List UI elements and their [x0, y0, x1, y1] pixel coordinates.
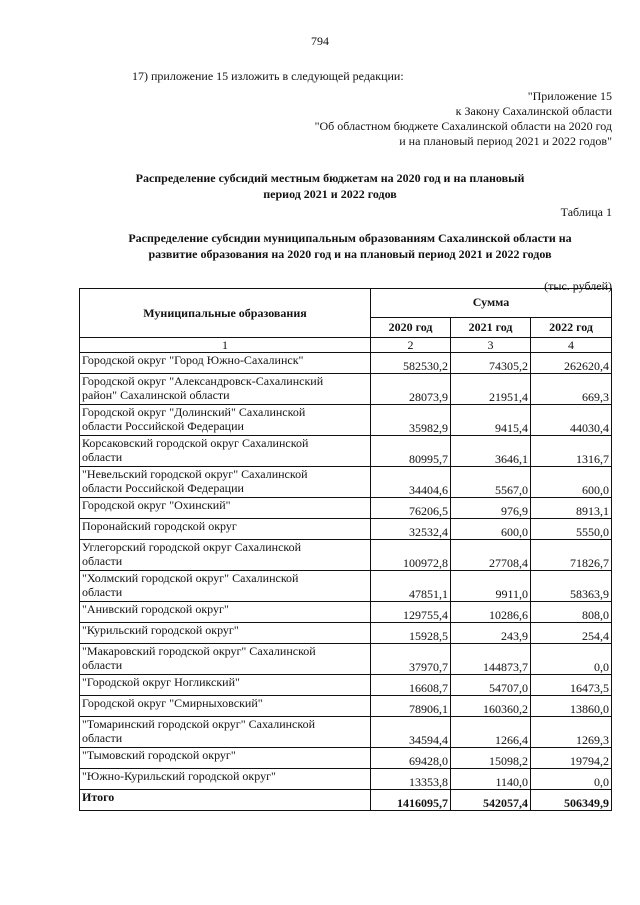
- amount-2020: 15928,5: [371, 623, 451, 644]
- amount-2022: 0,0: [531, 644, 612, 675]
- municipality-name: [80, 696, 371, 717]
- municipality-name-line: области Российской Федерации: [82, 481, 244, 495]
- municipality-name-line: области: [82, 658, 123, 672]
- table-row: [80, 519, 612, 540]
- municipality-name-line: области Российской Федерации: [82, 419, 244, 433]
- municipality-name: [80, 374, 371, 405]
- appendix-line: и на плановый период 2021 и 2022 годов": [399, 134, 612, 148]
- municipality-name-line: "Тымовский городской округ": [82, 748, 236, 762]
- table-row: [80, 623, 612, 644]
- municipality-name: [80, 405, 371, 436]
- municipality-name-line: области: [82, 585, 123, 599]
- amount-2021: 10286,6: [451, 602, 531, 623]
- municipality-name-line: Городской округ "Смирныховский": [82, 696, 263, 710]
- amount-2020: 78906,1: [371, 696, 451, 717]
- table-body: [80, 353, 612, 790]
- municipality-name: [80, 519, 371, 540]
- table-title: [80, 230, 620, 262]
- amount-2020: 16608,7: [371, 675, 451, 696]
- municipality-name-line: "Курильский городской округ": [82, 623, 239, 637]
- total-2021: 542057,4: [451, 790, 531, 811]
- municipality-name-line: Корсаковский городской округ Сахалинской: [82, 436, 309, 450]
- amount-2021: 976,9: [451, 498, 531, 519]
- column-index: 2: [371, 338, 451, 353]
- table-row: [80, 540, 612, 571]
- appendix-line: "Об областном бюджете Сахалинской области на 2020 год: [314, 119, 612, 133]
- municipality-name: [80, 436, 371, 467]
- municipality-name-line: области: [82, 450, 123, 464]
- amount-2020: 100972,8: [371, 540, 451, 571]
- amount-2021: 74305,2: [451, 353, 531, 374]
- header-year-2022: 2022 год: [531, 317, 612, 337]
- total-label: Итого: [80, 790, 371, 811]
- table-title-line: Распределение субсидии муниципальным образованиям Сахалинской области на: [128, 231, 572, 245]
- amount-2020: 80995,7: [371, 436, 451, 467]
- municipality-name-line: "Невельский городской округ" Сахалинской: [82, 467, 308, 481]
- main-title-line: Распределение субсидий местным бюджетам на 2020 год и на плановый: [135, 171, 525, 185]
- table-row: [80, 769, 612, 790]
- amount-2022: 19794,2: [531, 748, 612, 769]
- amount-2020: 69428,0: [371, 748, 451, 769]
- table-title-line: развитие образования на 2020 год и на плановый период 2021 и 2022 годов: [148, 247, 552, 261]
- amount-2022: 16473,5: [531, 675, 612, 696]
- amount-2022: 1316,7: [531, 436, 612, 467]
- total-row: [80, 790, 612, 811]
- table-row: [80, 644, 612, 675]
- municipality-name-line: "Томаринский городской округ" Сахалинской: [82, 717, 316, 731]
- amount-2020: 76206,5: [371, 498, 451, 519]
- main-title: [70, 170, 590, 202]
- amount-2022: 71826,7: [531, 540, 612, 571]
- table-row: [80, 675, 612, 696]
- appendix-line: к Закону Сахалинской области: [455, 104, 612, 118]
- amount-2022: 669,3: [531, 374, 612, 405]
- amount-2022: 600,0: [531, 467, 612, 498]
- header-sum: Сумма: [371, 289, 612, 318]
- column-index: 4: [531, 338, 612, 353]
- appendix-line: "Приложение 15: [527, 89, 612, 103]
- amount-2021: 27708,4: [451, 540, 531, 571]
- municipality-name-line: Городской округ "Охинский": [82, 498, 231, 512]
- amount-2021: 54707,0: [451, 675, 531, 696]
- amount-2020: 37970,7: [371, 644, 451, 675]
- table-row: [80, 374, 612, 405]
- amount-2021: 3646,1: [451, 436, 531, 467]
- municipality-name: [80, 602, 371, 623]
- amount-2022: 58363,9: [531, 571, 612, 602]
- table-row: [80, 696, 612, 717]
- total-2022: 506349,9: [531, 790, 612, 811]
- municipality-name: [80, 644, 371, 675]
- municipality-name-line: области: [82, 731, 123, 745]
- amount-2022: 262620,4: [531, 353, 612, 374]
- page-number: 794: [311, 34, 329, 48]
- municipality-name-line: Городской округ "Александровск-Сахалинский: [82, 374, 324, 388]
- amount-2021: 9415,4: [451, 405, 531, 436]
- municipality-name: [80, 571, 371, 602]
- subsidy-table: [79, 288, 612, 811]
- amount-2021: 15098,2: [451, 748, 531, 769]
- amount-2021: 5567,0: [451, 467, 531, 498]
- table-label: Таблица 1: [560, 205, 612, 219]
- amount-2021: 21951,4: [451, 374, 531, 405]
- amount-2021: 144873,7: [451, 644, 531, 675]
- municipality-name-line: "Южно-Курильский городской округ": [82, 769, 276, 783]
- units-note: (тыс. рублей): [544, 279, 612, 293]
- municipality-name-line: район" Сахалинской области: [82, 388, 230, 402]
- amount-2022: 5550,0: [531, 519, 612, 540]
- municipality-name: [80, 540, 371, 571]
- municipality-name-line: области: [82, 554, 123, 568]
- amount-2020: 129755,4: [371, 602, 451, 623]
- municipality-name-line: "Городской округ Ногликский": [82, 675, 240, 689]
- municipality-name: [80, 675, 371, 696]
- amount-2022: 8913,1: [531, 498, 612, 519]
- municipality-name-line: "Анивский городской округ": [82, 602, 229, 616]
- amount-2022: 0,0: [531, 769, 612, 790]
- header-year-2020: 2020 год: [371, 317, 451, 337]
- municipality-name: [80, 498, 371, 519]
- amount-2022: 808,0: [531, 602, 612, 623]
- header-municipalities: Муниципальные образования: [80, 289, 371, 338]
- municipality-name-line: Углегорский городской округ Сахалинской: [82, 540, 302, 554]
- header-year-2021: 2021 год: [451, 317, 531, 337]
- table-row: [80, 498, 612, 519]
- amount-2020: 47851,1: [371, 571, 451, 602]
- amount-2022: 1269,3: [531, 717, 612, 748]
- amount-2021: 243,9: [451, 623, 531, 644]
- amount-2020: 35982,9: [371, 405, 451, 436]
- amount-2021: 1266,4: [451, 717, 531, 748]
- municipality-name: [80, 769, 371, 790]
- table-row: [80, 436, 612, 467]
- amount-2021: 160360,2: [451, 696, 531, 717]
- table-row: [80, 405, 612, 436]
- amount-2020: 28073,9: [371, 374, 451, 405]
- intro-text: 17) приложение 15 изложить в следующей редакции:: [132, 69, 404, 83]
- amount-2022: 254,4: [531, 623, 612, 644]
- municipality-name-line: "Макаровский городской округ" Сахалинской: [82, 644, 316, 658]
- amount-2020: 582530,2: [371, 353, 451, 374]
- amount-2021: 9911,0: [451, 571, 531, 602]
- amount-2021: 1140,0: [451, 769, 531, 790]
- municipality-name: [80, 353, 371, 374]
- amount-2020: 13353,8: [371, 769, 451, 790]
- column-index: 3: [451, 338, 531, 353]
- column-index: 1: [80, 338, 371, 353]
- municipality-name: [80, 623, 371, 644]
- municipality-name: [80, 717, 371, 748]
- appendix-header: [315, 89, 612, 149]
- table-row: [80, 353, 612, 374]
- amount-2021: 600,0: [451, 519, 531, 540]
- municipality-name: [80, 748, 371, 769]
- table-row: [80, 717, 612, 748]
- amount-2020: 34594,4: [371, 717, 451, 748]
- table-row: [80, 467, 612, 498]
- amount-2022: 13860,0: [531, 696, 612, 717]
- main-title-line: период 2021 и 2022 годов: [263, 187, 397, 201]
- total-2020: 1416095,7: [371, 790, 451, 811]
- table-row: [80, 748, 612, 769]
- municipality-name-line: Городской округ "Город Южно-Сахалинск": [82, 353, 304, 367]
- municipality-name-line: Городской округ "Долинский" Сахалинской: [82, 405, 306, 419]
- municipality-name: [80, 467, 371, 498]
- municipality-name-line: Поронайский городской округ: [82, 519, 237, 533]
- amount-2020: 32532,4: [371, 519, 451, 540]
- table-row: [80, 602, 612, 623]
- municipality-name-line: "Холмский городской округ" Сахалинской: [82, 571, 299, 585]
- amount-2022: 44030,4: [531, 405, 612, 436]
- amount-2020: 34404,6: [371, 467, 451, 498]
- table-row: [80, 571, 612, 602]
